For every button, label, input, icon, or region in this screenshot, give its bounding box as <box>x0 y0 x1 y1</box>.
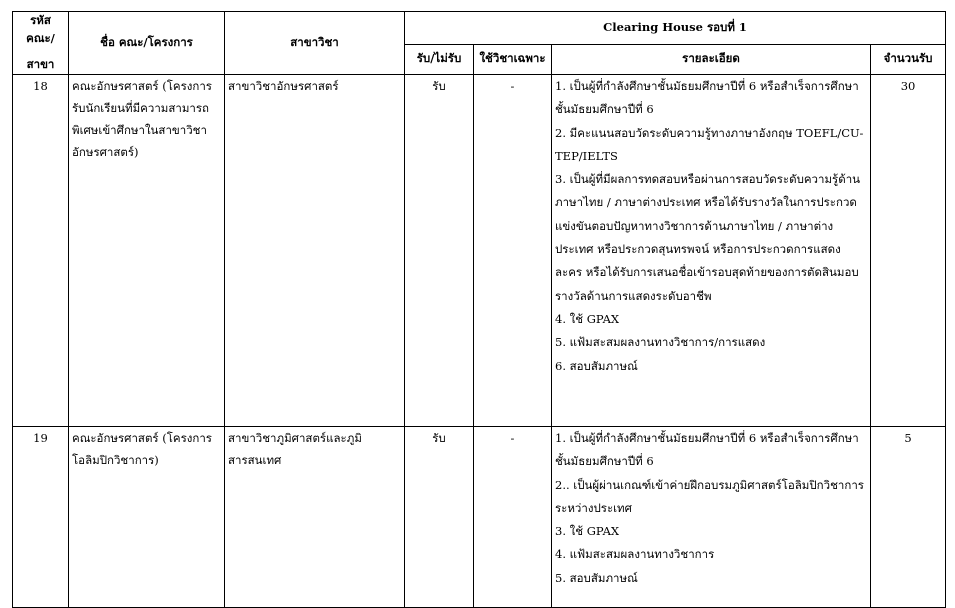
count-cell: 5 <box>871 427 946 608</box>
code-header-line2: สาขา <box>26 57 55 71</box>
count-header: จำนวนรับ <box>871 44 946 74</box>
specific-cell: - <box>474 427 552 608</box>
accept-cell: รับ <box>405 427 474 608</box>
code-cell: 19 <box>13 427 69 608</box>
detail-item: 3. เป็นผู้ที่มีผลการทดสอบหรือผ่านการสอบวัดระดับความรู้ด้านภาษาไทย / ภาษาต่างประเทศ หรือได้รับรางวัลในการประกวดแข่งขันตอบปัญหาทางวิชาการด้านภาษาไทย / ภาษาต่างประเทศ หรือประกวดสุนทรพจน์ หรือการประกวดการแสดงละคร หรือได้รับการเสนอชื่อเข้ารอบสุดท้ายของการตัดสินมอบรางวัลด้านการแสดงระดับอาชีพ <box>555 172 861 303</box>
detail-item: 2. มีคะแนนสอบวัดระดับความรู้ทางภาษาอังกฤษ TOEFL/CU-TEP/IELTS <box>555 125 864 163</box>
specific-header: ใช้วิชาเฉพาะ <box>474 44 552 74</box>
accept-cell: รับ <box>405 75 474 427</box>
faculty-header: ชื่อ คณะ/โครงการ <box>69 12 225 75</box>
specific-cell: - <box>474 75 552 427</box>
accept-header: รับ/ไม่รับ <box>405 44 474 74</box>
code-header <box>13 12 69 75</box>
count-cell: 30 <box>871 75 946 427</box>
round-header: Clearing House รอบที่ 1 <box>405 12 946 45</box>
header-row-1 <box>13 12 946 45</box>
code-header-line1: รหัสคณะ/ <box>26 13 55 45</box>
table-row <box>13 427 946 608</box>
major-cell: สาขาวิชาภูมิศาสตร์และภูมิสารสนเทศ <box>225 427 405 608</box>
detail-item: 5. แฟ้มสะสมผลงานทางวิชาการ/การแสดง <box>555 335 766 350</box>
faculty-cell: คณะอักษรศาสตร์ (โครงการรับนักเรียนที่มีความสามารถพิเศษเข้าศึกษาในสาขาวิชาอักษรศาสตร์) <box>69 75 225 427</box>
detail-header: รายละเอียด <box>552 44 871 74</box>
detail-item: 3. ใช้ GPAX <box>555 524 620 539</box>
detail-cell <box>552 427 871 608</box>
major-cell: สาขาวิชาอักษรศาสตร์ <box>225 75 405 427</box>
detail-item: 6. สอบสัมภาษณ์ <box>555 358 638 373</box>
detail-item: 5. สอบสัมภาษณ์ <box>555 570 638 585</box>
detail-item: 2.. เป็นผู้ผ่านเกณฑ์เข้าค่ายฝึกอบรมภูมิศาสตร์โอลิมปิกวิชาการระหว่างประเทศ <box>555 477 864 515</box>
detail-cell <box>552 75 871 427</box>
table-row <box>13 75 946 427</box>
code-cell: 18 <box>13 75 69 427</box>
faculty-cell: คณะอักษรศาสตร์ (โครงการโอลิมปิกวิชาการ) <box>69 427 225 608</box>
major-header: สาขาวิชา <box>225 12 405 75</box>
detail-item: 4. แฟ้มสะสมผลงานทางวิชาการ <box>555 547 715 562</box>
detail-item: 1. เป็นผู้ที่กำลังศึกษาชั้นมัธยมศึกษาปีที่ 6 หรือสำเร็จการศึกษาชั้นมัธยมศึกษาปีที่ 6 <box>555 79 859 117</box>
detail-item: 4. ใช้ GPAX <box>555 311 620 326</box>
admission-table <box>12 11 946 608</box>
detail-item: 1. เป็นผู้ที่กำลังศึกษาชั้นมัธยมศึกษาปีที่ 6 หรือสำเร็จการศึกษาชั้นมัธยมศึกษาปีที่ 6 <box>555 431 859 469</box>
